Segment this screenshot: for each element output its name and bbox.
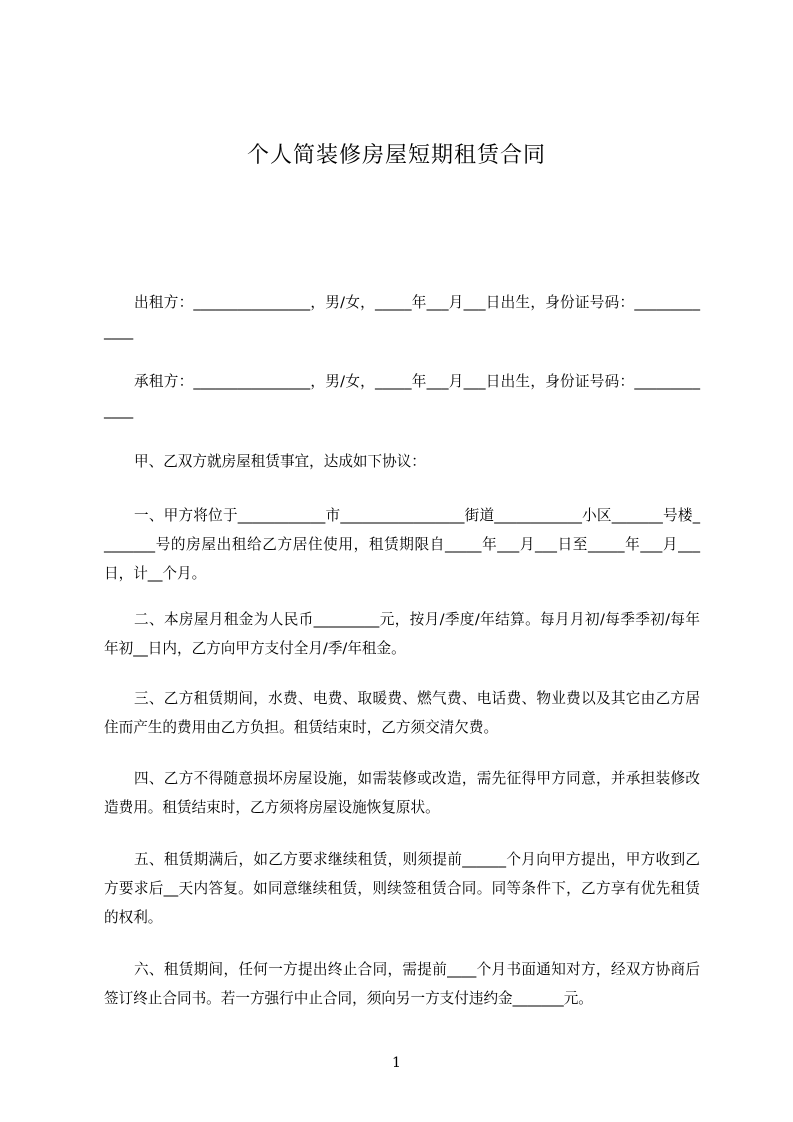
document-title: 个人简装修房屋短期租赁合同 bbox=[246, 143, 546, 168]
clause-5-paragraph: 五、租赁期满后，如乙方要求继续租赁，则须提前______个月向甲方提出，甲方收到乙方要求后__天内答复。如同意继续租赁，则续签租赁合同。同等条件下，乙方享有优先租赁的权利。 bbox=[104, 851, 700, 926]
clause-3-paragraph: 三、乙方租赁期间，水费、电费、取暖费、燃气费、电话费、物业费以及其它由乙方居住而产生的费用由乙方负担。租赁结束时，乙方须交清欠费。 bbox=[104, 690, 700, 736]
agreement-intro-paragraph: 甲、乙双方就房屋租赁事宜，达成如下协议： bbox=[134, 453, 426, 470]
page-number: 1 bbox=[392, 1055, 401, 1071]
clause-6-paragraph: 六、租赁期间，任何一方提出终止合同，需提前____个月书面通知对方，经双方协商后签订终止合同书。若一方强行中止合同，须向另一方支付违约金_______元。 bbox=[104, 961, 700, 1007]
clause-1-paragraph: 一、甲方将位于____________市_________________街道____________小区_______号楼________号的房屋出租给乙方居住使用，租赁期限自_____年___月___日至_____年___月___日，计__个月。 bbox=[104, 507, 700, 582]
lessee-info-paragraph: 承租方：________________，男/女，_____年___月___日出生，身份证号码：_____________ bbox=[104, 373, 700, 419]
clause-4-paragraph: 四、乙方不得随意损坏房屋设施，如需装修或改造，需先征得甲方同意，并承担装修改造费用。租赁结束时，乙方须将房屋设施恢复原状。 bbox=[104, 770, 700, 816]
clause-2-paragraph: 二、本房屋月租金为人民币_________元，按月/季度/年结算。每月月初/每季季初/每年年初__日内，乙方向甲方支付全月/季/年租金。 bbox=[104, 611, 700, 657]
lessor-info-paragraph: 出租方：________________，男/女，_____年___月___日出生，身份证号码：_____________ bbox=[104, 294, 700, 340]
